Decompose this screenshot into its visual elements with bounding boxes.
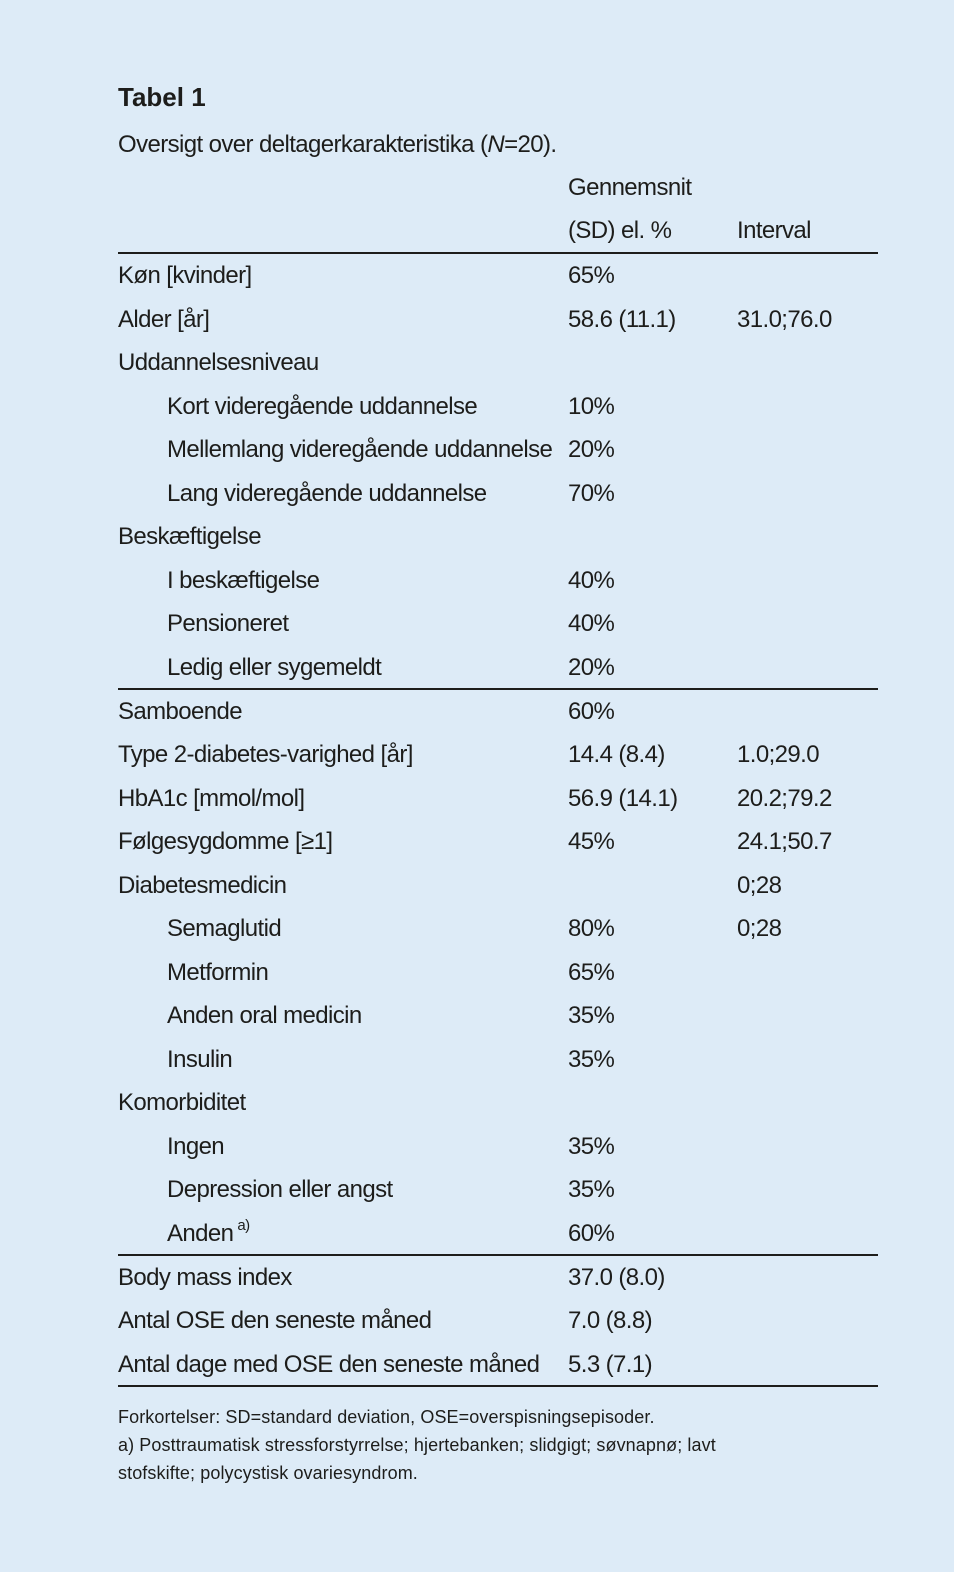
table-row: Body mass index 37.0 (8.0) — [118, 1263, 665, 1291]
table-container — [118, 80, 878, 1487]
header-interval: Interval — [737, 217, 811, 244]
table-row: Insulin 35% — [167, 1045, 615, 1073]
header-mean: Gennemsnit (SD) el. % — [568, 174, 692, 244]
table-row: HbA1c [mmol/mol] 56.9 (14.1) 20.2;79.2 — [118, 784, 832, 812]
footnote-abbreviations: Forkortelser: SD=standard deviation, OSE=overspisningsepisoder. — [118, 1406, 655, 1427]
table-row: Antal OSE den seneste måned 7.0 (8.8) — [118, 1307, 652, 1334]
table-footnotes — [118, 1403, 878, 1487]
table-row: Metformin 65% — [167, 958, 615, 986]
table-row: I beskæftigelse 40% — [167, 566, 615, 594]
table-row: Komorbiditet — [118, 1089, 246, 1116]
table-row: Ingen 35% — [167, 1132, 615, 1160]
table-row: Lang videregående uddannelse 70% — [167, 479, 615, 507]
table-row: Ledig eller sygemeldt 20% — [118, 646, 878, 690]
table-row: Type 2-diabetes-varighed [år] 14.4 (8.4) 1.0;29.0 — [118, 741, 819, 768]
table-row: Følgesygdomme [≥1] 45% 24.1;50.7 — [118, 828, 832, 855]
table-row: Køn [kvinder] 65% — [118, 262, 615, 289]
table-subtitle: Oversigt over deltagerkarakteristika (N=20). — [118, 131, 557, 158]
table-header — [118, 166, 878, 254]
table-row: Anden $^{a)}$ 60% — [118, 1212, 878, 1256]
table-row: Uddannelsesniveau — [118, 349, 319, 376]
table-row: Beskæftigelse — [118, 523, 261, 550]
table-row: Samboende 60% — [118, 697, 615, 725]
table-title: Tabel 1 — [118, 82, 206, 112]
table-row: Pensioneret 40% — [167, 610, 615, 637]
footnote-a-line1: a) Posttraumatisk stressforstyrrelse; hjertebanken; slidgigt; søvnapnø; lavt — [118, 1434, 716, 1455]
footnote-marker: a) — [237, 1216, 250, 1234]
table-row: Kort videregående uddannelse 10% — [167, 392, 615, 420]
table-body — [118, 254, 878, 1387]
table-row: Anden oral medicin 35% — [167, 1002, 615, 1029]
table-row: Alder [år] 58.6 (11.1) 31.0;76.0 — [118, 305, 832, 333]
table-row: Antal dage med OSE den seneste måned 5.3 (7.1) — [118, 1343, 878, 1387]
table-row: Diabetesmedicin 0;28 — [118, 871, 782, 899]
table-row: Mellemlang videregående uddannelse 20% — [167, 436, 615, 463]
table-row: Depression eller angst 35% — [167, 1176, 615, 1203]
footnote-a-line2: stofskifte; polycystisk ovariesyndrom. — [118, 1462, 418, 1483]
table-row: Semaglutid 80% 0;28 — [167, 915, 782, 942]
